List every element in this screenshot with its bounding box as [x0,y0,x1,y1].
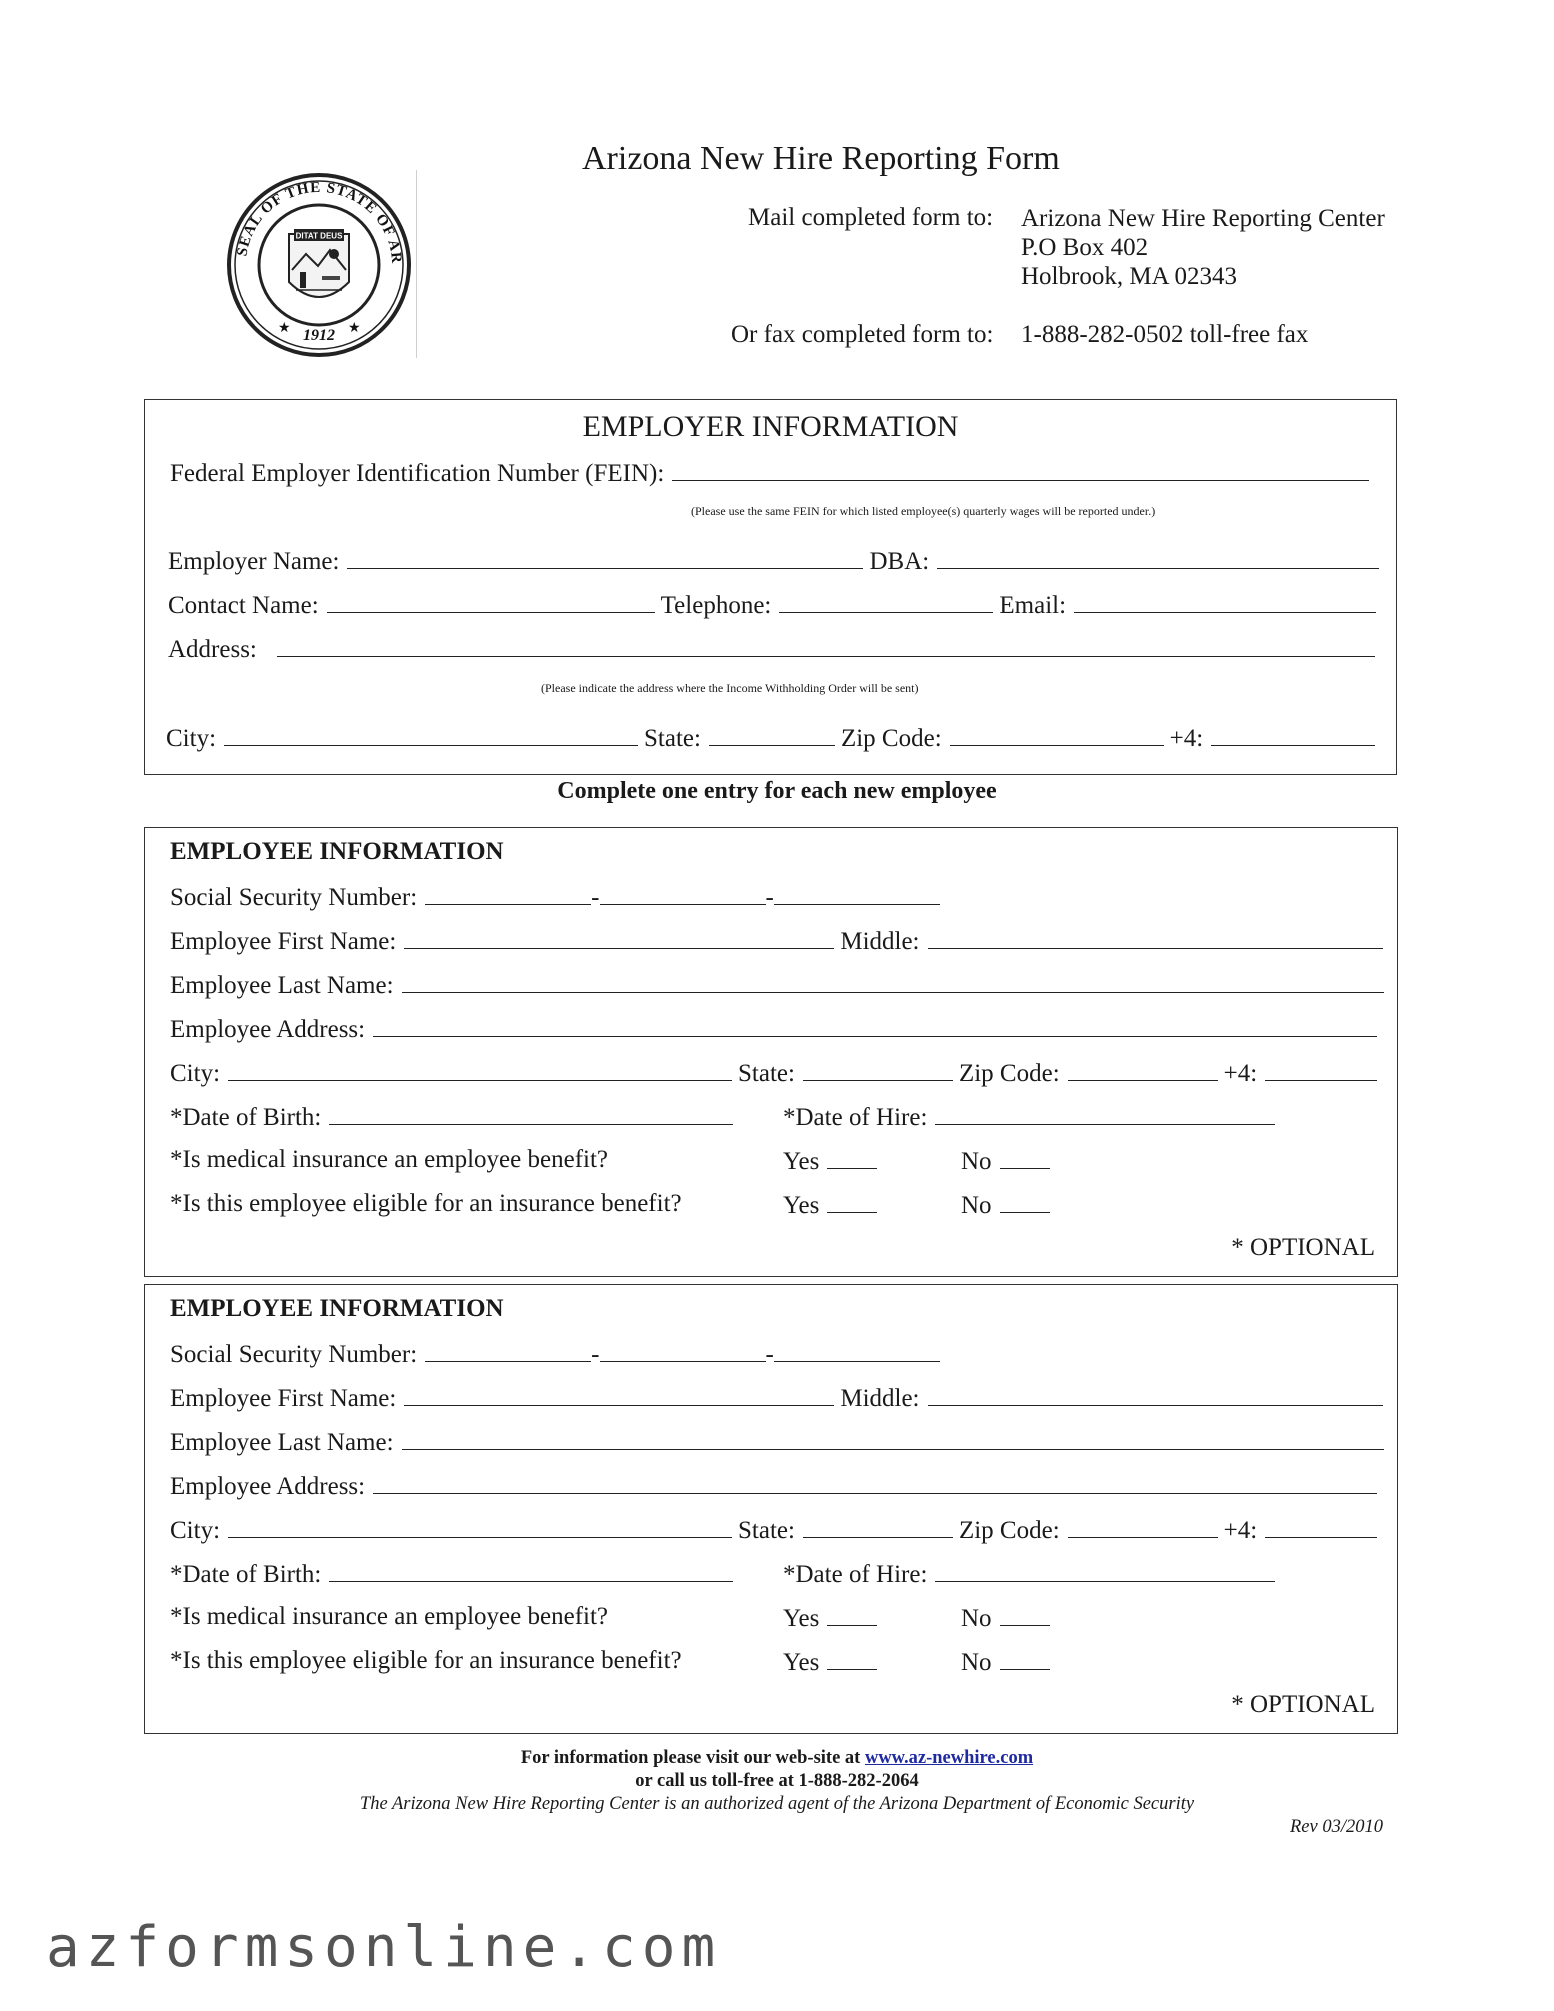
dob-field[interactable] [329,1102,733,1125]
eligible-yes-field[interactable] [827,1647,877,1670]
employer-name-field[interactable] [347,546,863,569]
eligible-no-field[interactable] [1000,1190,1050,1213]
medical-question: *Is medical insurance an employee benefit? [170,1146,609,1173]
employee-address-label: Employee Address: [170,1016,366,1043]
fax-number: 1-888-282-0502 toll-free fax [1021,321,1309,348]
city-field[interactable] [228,1515,732,1538]
form-title: Arizona New Hire Reporting Form [582,140,1060,177]
medical-yes [783,1603,877,1633]
state-seal [226,172,412,358]
doh-field[interactable] [935,1559,1275,1582]
employee-address-field[interactable] [373,1014,1377,1037]
employee-address-row [170,1014,1377,1044]
doh-field[interactable] [935,1102,1275,1125]
contact-name-field[interactable] [327,590,655,613]
last-name-field[interactable] [402,1427,1384,1450]
fein-label: Federal Employer Identification Number (FEIN): [170,460,665,487]
email-field[interactable] [1074,590,1376,613]
medical-question: *Is medical insurance an employee benefit? [170,1603,609,1630]
revision-date: Rev 03/2010 [1290,1817,1383,1837]
doh-row [783,1102,1275,1132]
yes-label: Yes [783,1605,820,1632]
first-name-row [170,926,1383,956]
eligible-no-field[interactable] [1000,1647,1050,1670]
no-label: No [961,1192,992,1219]
fein-row [170,458,1369,488]
optional-note: * OPTIONAL [1231,1691,1375,1718]
email-label: Email: [999,592,1067,619]
plus4-field[interactable] [1265,1515,1377,1538]
ssn-dash: - [591,1341,600,1368]
fax-label: Or fax completed form to: [731,321,994,348]
middle-field[interactable] [928,1383,1383,1406]
eligible-yes [783,1647,877,1677]
ssn-label: Social Security Number: [170,1341,418,1368]
employee-heading: EMPLOYEE INFORMATION [170,838,504,865]
plus4-label: +4: [1169,725,1204,752]
last-name-row [170,1427,1384,1457]
plus4-field[interactable] [1211,723,1375,746]
employee-city-row [170,1058,1377,1088]
zip-field[interactable] [1068,1058,1218,1081]
plus4-label: +4: [1223,1060,1258,1087]
ssn-row [170,1339,940,1369]
footer-info [0,1748,1554,1769]
dob-label: *Date of Birth: [170,1104,322,1131]
medical-yes-field[interactable] [827,1146,877,1169]
svg-text:GREAT SEAL OF THE STATE OF ARI: SEAL OF THE STATE OF AR [234,179,405,265]
svg-text:★: ★ [348,321,361,336]
doh-label: *Date of Hire: [783,1104,928,1131]
employee-city-row [170,1515,1377,1545]
first-name-label: Employee First Name: [170,1385,397,1412]
zip-field[interactable] [1068,1515,1218,1538]
mail-label: Mail completed form to: [748,204,994,231]
no-label: No [961,1605,992,1632]
yes-label: Yes [783,1649,820,1676]
seal-divider [416,170,417,358]
employer-name-label: Employer Name: [168,548,340,575]
plus4-field[interactable] [1265,1058,1377,1081]
fein-note: (Please use the same FEIN for which listed employee(s) quarterly wages will be reported under.) [691,504,1156,518]
state-label: State: [738,1517,795,1544]
address-note: (Please indicate the address where the Income Withholding Order will be sent) [541,681,919,695]
plus4-label: +4: [1223,1517,1258,1544]
zip-field[interactable] [950,723,1164,746]
ssn-dash: - [765,884,774,911]
medical-no [961,1603,1050,1633]
mail-address [1021,204,1385,291]
svg-text:★: ★ [278,321,291,336]
address-row [168,634,1375,664]
medical-no [961,1146,1050,1176]
employee-heading: EMPLOYEE INFORMATION [170,1295,504,1322]
medical-yes-field[interactable] [827,1603,877,1626]
footer-info-text: For information please visit our web-site at [520,1748,865,1768]
state-label: State: [738,1060,795,1087]
eligible-question: *Is this employee eligible for an insurance benefit? [170,1190,682,1217]
first-name-label: Employee First Name: [170,928,397,955]
website-link[interactable]: www.az-newhire.com [864,1748,1034,1768]
zip-label: Zip Code: [958,1517,1060,1544]
eligible-yes [783,1190,877,1220]
zip-label: Zip Code: [840,725,942,752]
eligible-question: *Is this employee eligible for an insurance benefit? [170,1647,682,1674]
medical-yes [783,1146,877,1176]
ssn-part-3[interactable] [774,1339,940,1362]
dob-row [170,1102,733,1132]
svg-text:1912: 1912 [303,327,335,344]
last-name-row [170,970,1384,1000]
ssn-part-2[interactable] [600,882,766,905]
state-field[interactable] [709,723,835,746]
city-field[interactable] [224,723,638,746]
ssn-row [170,882,940,912]
first-name-row [170,1383,1383,1413]
middle-label: Middle: [840,928,920,955]
employer-heading: EMPLOYER INFORMATION [582,410,959,443]
ssn-part-1[interactable] [425,1339,591,1362]
medical-no-field[interactable] [1000,1603,1050,1626]
employee-address-field[interactable] [373,1471,1377,1494]
no-label: No [961,1148,992,1175]
mail-address-line-1: Arizona New Hire Reporting Center [1021,205,1385,232]
ssn-label: Social Security Number: [170,884,418,911]
last-name-label: Employee Last Name: [170,1429,394,1456]
dba-label: DBA: [869,548,930,575]
employer-name-row [168,546,1379,576]
instruction-text: Complete one entry for each new employee [557,778,997,804]
middle-field[interactable] [928,926,1383,949]
eligible-no [961,1190,1050,1220]
eligible-yes-field[interactable] [827,1190,877,1213]
doh-label: *Date of Hire: [783,1561,928,1588]
employee-address-row [170,1471,1377,1501]
mail-address-line-3: Holbrook, MA 02343 [1021,263,1237,290]
ssn-part-3[interactable] [774,882,940,905]
state-label: State: [644,725,701,752]
yes-label: Yes [783,1148,820,1175]
telephone-label: Telephone: [660,592,772,619]
city-label: City: [170,1517,221,1544]
watermark: azformsonline.com [46,1915,722,1980]
employee-section-1 [144,827,1398,1277]
dob-field[interactable] [329,1559,733,1582]
ssn-dash: - [765,1341,774,1368]
dob-label: *Date of Birth: [170,1561,322,1588]
contact-row [168,590,1376,620]
state-field[interactable] [803,1515,953,1538]
address-label: Address: [168,636,257,663]
eligible-no [961,1647,1050,1677]
svg-text:DITAT DEUS: DITAT DEUS [295,231,343,241]
dob-row [170,1559,733,1589]
ssn-dash: - [591,884,600,911]
medical-no-field[interactable] [1000,1146,1050,1169]
doh-row [783,1559,1275,1589]
optional-note: * OPTIONAL [1231,1234,1375,1261]
yes-label: Yes [783,1192,820,1219]
mail-address-line-2: P.O Box 402 [1021,234,1149,261]
employee-address-label: Employee Address: [170,1473,366,1500]
dba-field[interactable] [937,546,1379,569]
contact-name-label: Contact Name: [168,592,319,619]
employee-section-2 [144,1284,1398,1734]
last-name-label: Employee Last Name: [170,972,394,999]
state-field[interactable] [803,1058,953,1081]
zip-label: Zip Code: [958,1060,1060,1087]
middle-label: Middle: [840,1385,920,1412]
last-name-field[interactable] [402,970,1384,993]
no-label: No [961,1649,992,1676]
fein-field[interactable] [672,458,1369,481]
ssn-part-2[interactable] [600,1339,766,1362]
footer-call: or call us toll-free at 1-888-282-2064 [635,1771,919,1791]
first-name-field[interactable] [404,1383,834,1406]
footer-agent: The Arizona New Hire Reporting Center is an authorized agent of the Arizona Department of Economic Security [359,1794,1195,1814]
employer-section [144,399,1397,775]
first-name-field[interactable] [404,926,834,949]
city-label: City: [166,725,217,752]
ssn-part-1[interactable] [425,882,591,905]
city-field[interactable] [228,1058,732,1081]
address-field[interactable] [277,634,1375,657]
employer-city-row [166,723,1375,753]
city-label: City: [170,1060,221,1087]
telephone-field[interactable] [779,590,993,613]
